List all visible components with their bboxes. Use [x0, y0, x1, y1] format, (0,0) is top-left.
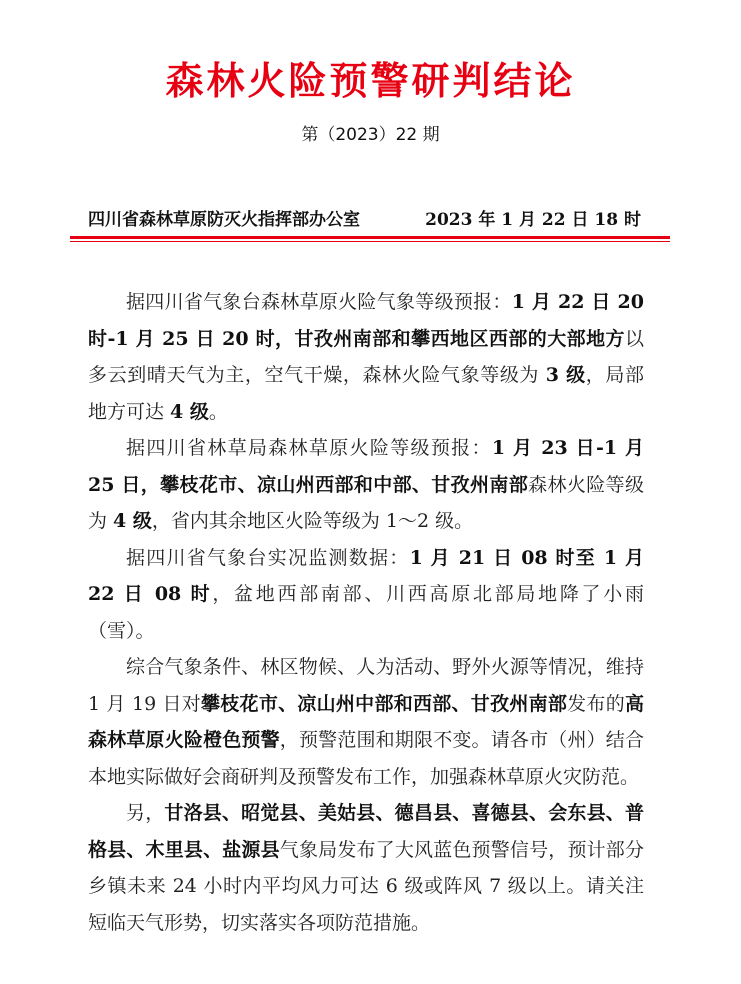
paragraph-text: 据四川省气象台森林草原火险气象等级预报： [126, 291, 512, 313]
paragraph-text: 以多云到晴天气为主，空气干燥，森林火险气象等级为 [88, 327, 644, 386]
issue-number: 第（2023）22 期 [301, 125, 440, 145]
paragraph-text: 另， [126, 802, 165, 824]
paragraph-forecast-meteorological [88, 284, 644, 430]
paragraph-emphasis: 1 月 22 日 20 时-1 月 25 日 20 时，甘孜州南部和攀西地区西部的大部地方 [88, 291, 644, 350]
document-body [88, 284, 644, 941]
header-divider-thick [70, 236, 670, 239]
paragraph-text: 据四川省气象台实况监测数据： [126, 546, 410, 569]
paragraph-text: 据四川省林草局森林草原火险等级预报： [126, 437, 492, 459]
paragraph-text: 森林火险等级为 [88, 473, 644, 532]
paragraph-emphasis: 1 月 23 日-1 月 25 日，攀枝花市、凉山州西部和中部、甘孜州南部 [88, 437, 644, 496]
paragraph-text: ，省内其余地区火险等级为 1～2 级。 [151, 510, 474, 532]
document-title: 森林火险预警研判结论 [165, 58, 576, 103]
paragraph-forecast-forestry [88, 430, 644, 540]
issuing-office: 四川省森林草原防灭火指挥部办公室 [88, 210, 360, 230]
paragraph-emphasis: 高森林草原火险橙色预警 [88, 692, 644, 751]
paragraph-wind-warning [88, 795, 644, 941]
paragraph-emphasis: 甘洛县、昭觉县、美姑县、德昌县、喜德县、会东县、普格县、木里县、盐源县 [88, 802, 644, 861]
paragraph-emphasis: 1 月 21 日 08 时至 1 月 22 日 08 时 [88, 546, 644, 605]
header-divider-thin [70, 241, 670, 242]
issue-datetime: 2023 年 1 月 22 日 18 时 [425, 210, 641, 230]
paragraph-text: 综合气象条件、林区物候、人为活动、野外火源等情况，维持 1 月 19 日对 [88, 656, 644, 715]
paragraph-text: ，局部地方可达 [88, 364, 644, 423]
paragraph-text: ，预警范围和期限不变。请各市（州）结合本地实际做好会商研判及预警发布工作，加强森林草原火灾防范。 [88, 729, 644, 788]
paragraph-emphasis: 攀枝花市、凉山州中部和西部、甘孜州南部 [201, 692, 568, 715]
paragraph-text: ，盆地西部南部、川西高原北部局地降了小雨（雪）。 [88, 583, 644, 642]
paragraph-emphasis: 4 级 [113, 510, 152, 532]
paragraph-warning [88, 649, 644, 795]
paragraph-text: 。 [208, 400, 228, 423]
paragraph-observation [88, 540, 644, 650]
paragraph-emphasis: 3 级 [545, 364, 586, 386]
paragraph-text: 发布的 [567, 692, 625, 715]
paragraph-emphasis: 4 级 [170, 400, 209, 423]
paragraph-text: 气象局发布了大风蓝色预警信号，预计部分乡镇未来 24 小时内平均风力可达 6 级或阵风 7 级以上。请关注短临天气形势，切实落实各项防范措施。 [88, 838, 644, 934]
